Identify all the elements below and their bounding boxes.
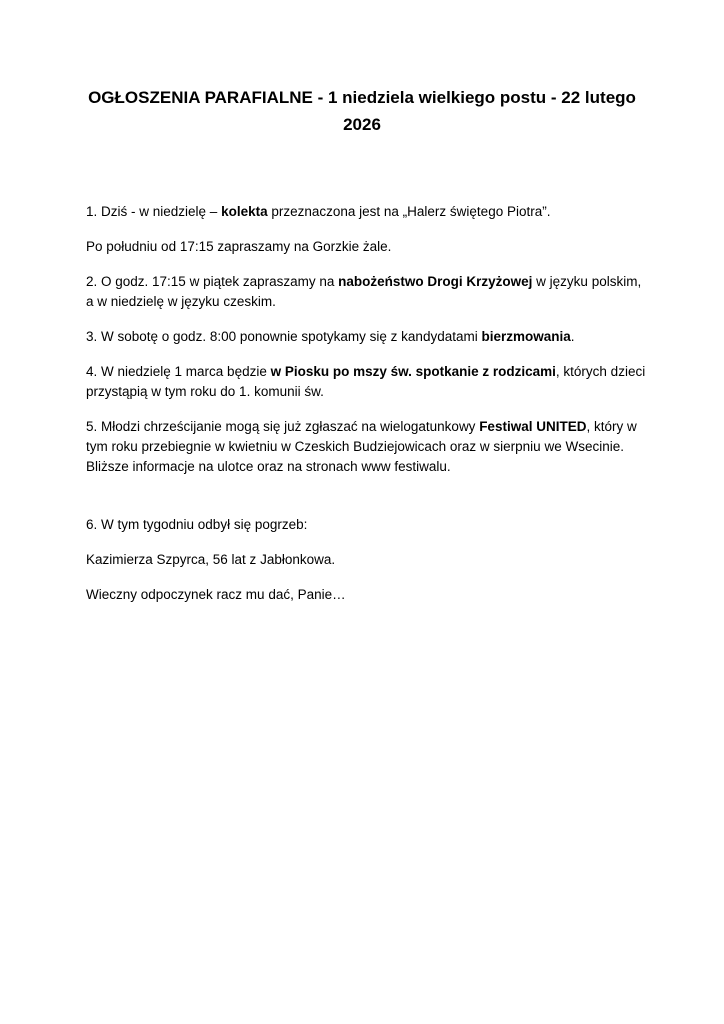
- announcement-1-text-end: przeznaczona jest na „Halerz świętego Piotra”.: [267, 204, 551, 219]
- announcement-1: [86, 202, 652, 222]
- announcement-5-text: 5. Młodzi chrześcijanie mogą się już zgłaszać na wielogatunkowy: [86, 419, 480, 434]
- announcements-body: [86, 202, 652, 620]
- announcement-4-text: 4. W niedzielę 1 marca będzie: [86, 364, 271, 379]
- announcement-4-bold: w Piosku po mszy św. spotkanie z rodzicami: [270, 364, 556, 379]
- announcement-3: [86, 327, 652, 347]
- announcement-5-text-end: , który w tym roku przebiegnie w kwietniu w Czeskich Budziejowicach oraz w sierpniu we Wsecinie. Bliższe informacje na ulotce oraz na stronach www festiwalu.: [86, 419, 637, 474]
- announcement-3-text: 3. W sobotę o godz. 8:00 ponownie spotykamy się z kandydatami: [86, 329, 482, 344]
- announcement-3-bold: bierzmowania: [481, 329, 571, 344]
- announcement-2-bold: nabożeństwo Drogi Krzyżowej: [338, 274, 533, 289]
- page-title: OGŁOSZENIA PARAFIALNE - 1 niedziela wielkiego postu - 22 lutego 2026: [88, 88, 636, 134]
- announcement-3-text-end: .: [570, 329, 575, 344]
- announcement-1-bold: kolekta: [221, 204, 268, 219]
- announcement-4-text-end: , których dzieci przystąpią w tym roku do 1. komunii św.: [86, 364, 646, 399]
- announcement-4: [86, 362, 652, 402]
- announcement-2: [86, 272, 652, 312]
- announcement-2-text-end: w języku polskim, a w niedzielę w języku czeskim.: [86, 274, 642, 309]
- announcement-6: 6. W tym tygodniu odbył się pogrzeb:: [86, 517, 308, 532]
- announcement-5: [86, 417, 652, 477]
- announcement-1-followup: Po południu od 17:15 zapraszamy na Gorzkie żale.: [86, 239, 392, 254]
- announcement-1-text: 1. Dziś - w niedzielę –: [86, 204, 222, 219]
- announcement-2-text: 2. O godz. 17:15 w piątek zapraszamy na: [86, 274, 339, 289]
- announcement-5-bold: Festiwal UNITED: [479, 419, 587, 434]
- prayer-line: Wieczny odpoczynek racz mu dać, Panie…: [86, 587, 346, 602]
- funeral-name: Kazimierza Szpyrca, 56 lat z Jabłonkowa.: [86, 552, 336, 567]
